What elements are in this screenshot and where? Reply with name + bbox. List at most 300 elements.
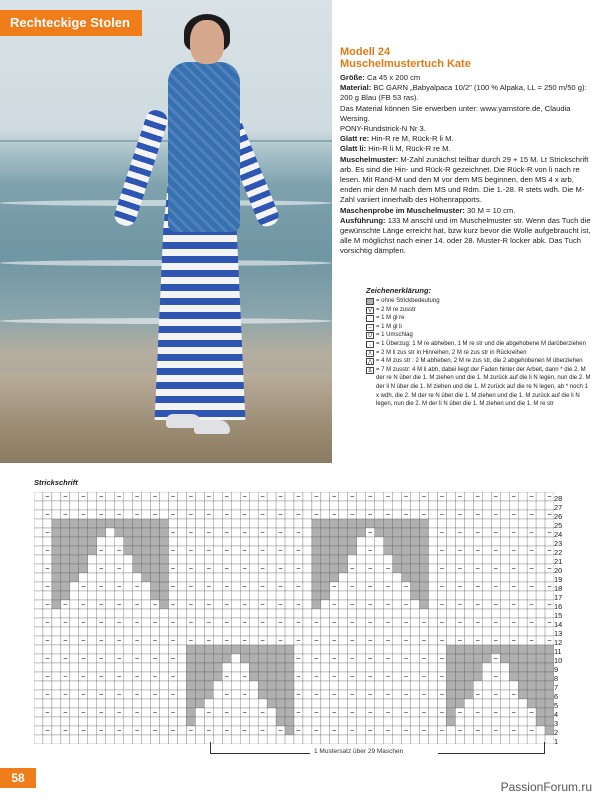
chart-cell bbox=[375, 519, 384, 528]
chart-cell bbox=[177, 546, 186, 555]
chart-cell bbox=[52, 600, 61, 609]
chart-cell bbox=[177, 492, 186, 501]
chart-cell bbox=[195, 672, 204, 681]
chart-cell bbox=[473, 681, 482, 690]
chart-cell bbox=[402, 627, 411, 636]
chart-cell bbox=[34, 555, 43, 564]
chart-cell bbox=[34, 654, 43, 663]
chart-cell bbox=[500, 681, 509, 690]
chart-cell bbox=[186, 609, 195, 618]
chart-cell bbox=[536, 546, 545, 555]
chart-cell bbox=[213, 537, 222, 546]
model-name: Muschelmustertuch Kate bbox=[340, 58, 471, 70]
chart-cell bbox=[106, 528, 115, 537]
chart-cell bbox=[160, 645, 169, 654]
chart-cell bbox=[455, 609, 464, 618]
chart-cell bbox=[375, 528, 384, 537]
row-number: 25 bbox=[554, 521, 563, 530]
chart-cell bbox=[357, 636, 366, 645]
chart-cell bbox=[545, 717, 554, 726]
chart-cell bbox=[151, 501, 160, 510]
chart-cell bbox=[168, 519, 177, 528]
chart-cell bbox=[97, 609, 106, 618]
chart-cell bbox=[106, 636, 115, 645]
legend-item bbox=[366, 331, 592, 340]
chart-cell bbox=[500, 546, 509, 555]
chart-cell bbox=[500, 735, 509, 744]
chart-cell bbox=[446, 546, 455, 555]
chart-cell bbox=[177, 510, 186, 519]
chart-cell bbox=[133, 555, 142, 564]
chart-cell bbox=[240, 519, 249, 528]
chart-cell bbox=[231, 735, 240, 744]
chart-cell bbox=[366, 663, 375, 672]
chart-cell bbox=[545, 573, 554, 582]
section-label: Rechteckige Stolen bbox=[0, 10, 142, 36]
chart-cell bbox=[482, 618, 491, 627]
chart-cell bbox=[339, 510, 348, 519]
chart-cell bbox=[133, 519, 142, 528]
chart-cell bbox=[79, 645, 88, 654]
chart-cell bbox=[177, 537, 186, 546]
chart-cell bbox=[482, 591, 491, 600]
chart-cell bbox=[384, 546, 393, 555]
chart-cell bbox=[267, 735, 276, 744]
chart-cell bbox=[357, 672, 366, 681]
chart-cell bbox=[339, 546, 348, 555]
chart-cell bbox=[267, 645, 276, 654]
chart-cell bbox=[303, 636, 312, 645]
chart-cell bbox=[177, 600, 186, 609]
chart-cell bbox=[124, 501, 133, 510]
needles-line: PONY-Rundstrick-N Nr 3. bbox=[340, 124, 426, 134]
chart-cell bbox=[348, 645, 357, 654]
chart-cell bbox=[357, 681, 366, 690]
chart-cell bbox=[411, 519, 420, 528]
chart-cell bbox=[222, 591, 231, 600]
chart-cell bbox=[97, 735, 106, 744]
chart-cell bbox=[285, 609, 294, 618]
chart-cell bbox=[482, 537, 491, 546]
chart-cell bbox=[177, 582, 186, 591]
chart-cell bbox=[518, 537, 527, 546]
chart-cell bbox=[79, 537, 88, 546]
chart-cell bbox=[43, 663, 52, 672]
chart-cell bbox=[285, 708, 294, 717]
chart-cell bbox=[177, 645, 186, 654]
chart-cell bbox=[240, 591, 249, 600]
chart-cell bbox=[267, 717, 276, 726]
chart-cell bbox=[330, 528, 339, 537]
chart-cell bbox=[411, 690, 420, 699]
chart-cell bbox=[321, 528, 330, 537]
chart-cell bbox=[222, 654, 231, 663]
chart-cell bbox=[70, 546, 79, 555]
chart-cell bbox=[294, 519, 303, 528]
chart-cell bbox=[276, 672, 285, 681]
chart-cell bbox=[464, 735, 473, 744]
chart-cell bbox=[420, 627, 429, 636]
chart-cell bbox=[240, 501, 249, 510]
glatt-re-value: Hin-R re M, Rück-R li M. bbox=[371, 134, 454, 144]
row-number: 5 bbox=[554, 701, 559, 710]
chart-cell bbox=[249, 735, 258, 744]
chart-cell bbox=[411, 600, 420, 609]
chart-cell bbox=[500, 618, 509, 627]
chart-cell bbox=[303, 528, 312, 537]
chart-cell bbox=[168, 609, 177, 618]
chart-cell bbox=[34, 663, 43, 672]
row-number: 22 bbox=[554, 548, 563, 557]
chart-cell bbox=[195, 591, 204, 600]
chart-cell bbox=[446, 573, 455, 582]
chart-cell bbox=[43, 681, 52, 690]
glatt-li-line bbox=[340, 144, 592, 154]
chart-cell bbox=[204, 591, 213, 600]
chart-cell bbox=[231, 636, 240, 645]
chart-cell bbox=[321, 627, 330, 636]
chart-cell bbox=[52, 663, 61, 672]
chart-cell bbox=[186, 555, 195, 564]
chart-cell bbox=[168, 537, 177, 546]
chart-cell bbox=[473, 627, 482, 636]
chart-cell bbox=[285, 591, 294, 600]
chart-cell bbox=[106, 555, 115, 564]
chart-cell bbox=[491, 537, 500, 546]
chart-cell bbox=[240, 573, 249, 582]
chart-cell bbox=[357, 663, 366, 672]
chart-cell bbox=[231, 546, 240, 555]
row-number: 10 bbox=[554, 656, 563, 665]
chart-cell bbox=[79, 681, 88, 690]
chart-cell bbox=[473, 555, 482, 564]
chart-cell bbox=[375, 708, 384, 717]
chart-cell bbox=[168, 699, 177, 708]
chart-cell bbox=[303, 627, 312, 636]
chart-cell bbox=[249, 492, 258, 501]
chart-cell bbox=[428, 708, 437, 717]
chart-cell bbox=[124, 537, 133, 546]
chart-cell bbox=[213, 735, 222, 744]
chart-cell bbox=[70, 492, 79, 501]
chart-cell bbox=[168, 501, 177, 510]
ausf-line bbox=[340, 216, 592, 257]
chart-cell bbox=[204, 519, 213, 528]
chart-cell bbox=[88, 672, 97, 681]
chart-cell bbox=[70, 591, 79, 600]
chart-cell bbox=[88, 681, 97, 690]
chart-cell bbox=[34, 537, 43, 546]
chart-cell bbox=[339, 600, 348, 609]
chart-cell bbox=[258, 735, 267, 744]
chart-cell bbox=[43, 555, 52, 564]
row-number: 16 bbox=[554, 602, 563, 611]
chart-cell bbox=[231, 591, 240, 600]
chart-cell bbox=[61, 582, 70, 591]
chart-cell bbox=[482, 501, 491, 510]
chart-cell bbox=[61, 519, 70, 528]
chart-cell bbox=[70, 501, 79, 510]
chart-cell bbox=[303, 726, 312, 735]
chart-cell bbox=[321, 618, 330, 627]
chart-cell bbox=[339, 708, 348, 717]
chart-cell bbox=[446, 492, 455, 501]
chart-cell bbox=[52, 717, 61, 726]
chart-cell bbox=[70, 573, 79, 582]
chart-cell bbox=[177, 627, 186, 636]
chart-cell bbox=[52, 699, 61, 708]
chart-cell bbox=[186, 591, 195, 600]
chart-cell bbox=[186, 654, 195, 663]
chart-cell bbox=[375, 636, 384, 645]
chart-cell bbox=[518, 627, 527, 636]
chart-cell bbox=[375, 690, 384, 699]
ausf-label: Ausführung: bbox=[340, 215, 386, 225]
chart-cell bbox=[428, 681, 437, 690]
chart-cell bbox=[303, 681, 312, 690]
chart-cell bbox=[446, 708, 455, 717]
chart-cell bbox=[509, 654, 518, 663]
chart-cell bbox=[402, 501, 411, 510]
chart-cell bbox=[366, 735, 375, 744]
chart-cell bbox=[249, 528, 258, 537]
chart-cell bbox=[428, 717, 437, 726]
chart-cell bbox=[509, 627, 518, 636]
chart-cell bbox=[70, 699, 79, 708]
chart-cell bbox=[213, 618, 222, 627]
chart-cell bbox=[61, 609, 70, 618]
chart-cell bbox=[464, 546, 473, 555]
chart-cell bbox=[258, 609, 267, 618]
chart-cell bbox=[213, 717, 222, 726]
chart-cell bbox=[79, 546, 88, 555]
chart-cell bbox=[375, 681, 384, 690]
chart-cell bbox=[106, 582, 115, 591]
chart-cell bbox=[195, 717, 204, 726]
chart-cell bbox=[160, 492, 169, 501]
chart-cell bbox=[446, 627, 455, 636]
chart-cell bbox=[34, 618, 43, 627]
chart-cell bbox=[213, 636, 222, 645]
chart-cell bbox=[195, 573, 204, 582]
chart-cell bbox=[482, 717, 491, 726]
chart-cell bbox=[482, 492, 491, 501]
chart-cell bbox=[115, 699, 124, 708]
chart-cell bbox=[527, 609, 536, 618]
chart-cell bbox=[312, 591, 321, 600]
chart-cell bbox=[303, 492, 312, 501]
shop-line: Das Material können Sie erwerben unter: www.yarnstore.de, Claudia Wersing. bbox=[340, 103, 571, 123]
chart-cell bbox=[482, 510, 491, 519]
chart-cell bbox=[482, 699, 491, 708]
chart-cell bbox=[249, 582, 258, 591]
chart-cell bbox=[160, 699, 169, 708]
chart-cell bbox=[491, 681, 500, 690]
chart-cell bbox=[285, 528, 294, 537]
chart-cell bbox=[186, 663, 195, 672]
chart-cell bbox=[285, 735, 294, 744]
chart-cell bbox=[70, 636, 79, 645]
chart-cell bbox=[285, 699, 294, 708]
chart-cell bbox=[151, 564, 160, 573]
chart-cell bbox=[446, 690, 455, 699]
chart-cell bbox=[348, 663, 357, 672]
chart-cell bbox=[52, 528, 61, 537]
chart-cell bbox=[231, 690, 240, 699]
chart-cell bbox=[186, 537, 195, 546]
chart-cell bbox=[258, 645, 267, 654]
chart-cell bbox=[285, 636, 294, 645]
chart-cell bbox=[536, 582, 545, 591]
chart-cell bbox=[294, 627, 303, 636]
chart-cell bbox=[124, 690, 133, 699]
chart-cell bbox=[294, 537, 303, 546]
chart-cell bbox=[428, 600, 437, 609]
watermark: PassionForum.ru bbox=[500, 780, 592, 794]
chart-cell bbox=[384, 681, 393, 690]
chart-cell bbox=[536, 699, 545, 708]
chart-cell bbox=[303, 564, 312, 573]
chart-cell bbox=[186, 573, 195, 582]
chart-cell bbox=[34, 645, 43, 654]
chart-cell bbox=[330, 555, 339, 564]
chart-cell bbox=[420, 717, 429, 726]
chart-cell bbox=[500, 663, 509, 672]
chart-cell bbox=[106, 627, 115, 636]
chart-cell bbox=[527, 501, 536, 510]
chart-cell bbox=[43, 591, 52, 600]
chart-cell bbox=[195, 699, 204, 708]
chart-cell bbox=[115, 501, 124, 510]
glatt-re-label: Glatt re: bbox=[340, 134, 370, 144]
chart-cell bbox=[195, 609, 204, 618]
chart-cell bbox=[34, 582, 43, 591]
chart-cell bbox=[177, 663, 186, 672]
muschel-value: M-Zahl zunächst teilbar durch 29 + 15 M. Lt Strickschrift arb. Es sind die Hin- und Rück-R gezeichnet. Die Rück-R von li nach re lesen. Mit Rand-M und den M vor dem MS beginnen, den MS 4 x arb, enden mir den M nach dem MS und Rdm. Die 1.-28. R stets wdh. Die M-Zahl variiert innerhalb des Höhenrapports. bbox=[340, 154, 589, 205]
repeat-tick-right bbox=[544, 742, 545, 754]
row-number: 24 bbox=[554, 530, 563, 539]
chart-cell bbox=[348, 537, 357, 546]
chart-cell bbox=[357, 645, 366, 654]
chart-title: Strickschrift bbox=[34, 478, 78, 487]
chart-cell bbox=[411, 609, 420, 618]
chart-cell bbox=[34, 609, 43, 618]
chart-cell bbox=[527, 537, 536, 546]
chart-cell bbox=[177, 672, 186, 681]
chart-cell bbox=[52, 546, 61, 555]
chart-cell bbox=[124, 618, 133, 627]
chart-cell bbox=[491, 735, 500, 744]
chart-cell bbox=[213, 609, 222, 618]
chart-cell bbox=[231, 663, 240, 672]
chart-cell bbox=[177, 717, 186, 726]
chart-cell bbox=[213, 528, 222, 537]
chart-cell bbox=[88, 618, 97, 627]
chart-cell bbox=[357, 528, 366, 537]
chart-cell bbox=[330, 681, 339, 690]
chart-cell bbox=[312, 735, 321, 744]
chart-cell bbox=[357, 717, 366, 726]
chart-cell bbox=[375, 654, 384, 663]
chart-cell bbox=[177, 726, 186, 735]
chart-cell bbox=[70, 627, 79, 636]
chart-cell bbox=[61, 528, 70, 537]
chart-cell bbox=[258, 654, 267, 663]
chart-cell bbox=[34, 510, 43, 519]
chart-cell bbox=[213, 645, 222, 654]
chart-cell bbox=[375, 618, 384, 627]
chart-cell bbox=[420, 555, 429, 564]
chart-cell bbox=[420, 609, 429, 618]
chart-cell bbox=[321, 555, 330, 564]
chart-cell bbox=[518, 618, 527, 627]
chart-cell bbox=[393, 654, 402, 663]
chart-cell bbox=[186, 519, 195, 528]
chart-cell bbox=[500, 726, 509, 735]
chart-cell bbox=[500, 528, 509, 537]
chart-cell bbox=[446, 591, 455, 600]
chart-cell bbox=[375, 537, 384, 546]
chart-cell bbox=[303, 582, 312, 591]
chart-cell bbox=[518, 609, 527, 618]
chart-cell bbox=[545, 609, 554, 618]
chart-cell bbox=[545, 519, 554, 528]
chart-cell bbox=[437, 519, 446, 528]
row-number: 23 bbox=[554, 539, 563, 548]
chart-cell bbox=[249, 510, 258, 519]
chart-cell bbox=[428, 582, 437, 591]
chart-cell bbox=[195, 510, 204, 519]
chart-cell bbox=[249, 546, 258, 555]
chart-cell bbox=[446, 636, 455, 645]
repeat-line-right bbox=[438, 753, 544, 754]
chart-cell bbox=[464, 609, 473, 618]
chart-cell bbox=[249, 636, 258, 645]
model-photo bbox=[0, 0, 332, 463]
symbol-legend bbox=[366, 286, 592, 409]
chart-cell bbox=[285, 627, 294, 636]
legend-item bbox=[366, 340, 592, 349]
chart-cell bbox=[464, 645, 473, 654]
chart-cell bbox=[177, 591, 186, 600]
chart-cell bbox=[536, 672, 545, 681]
chart-cell bbox=[124, 726, 133, 735]
chart-cell bbox=[195, 654, 204, 663]
chart-cell bbox=[249, 564, 258, 573]
row-number: 19 bbox=[554, 575, 563, 584]
chart-cell bbox=[258, 663, 267, 672]
chart-cell bbox=[312, 717, 321, 726]
chart-cell bbox=[312, 681, 321, 690]
chart-cell bbox=[500, 510, 509, 519]
chart-cell bbox=[312, 546, 321, 555]
chart-cell bbox=[294, 681, 303, 690]
chart-cell bbox=[527, 654, 536, 663]
chart-cell bbox=[348, 735, 357, 744]
chart-cell bbox=[52, 654, 61, 663]
chart-cell bbox=[79, 717, 88, 726]
chart-cell bbox=[249, 600, 258, 609]
chart-cell bbox=[509, 645, 518, 654]
chart-cell bbox=[428, 573, 437, 582]
chart-cell bbox=[437, 627, 446, 636]
chart-cell bbox=[357, 735, 366, 744]
chart-cell bbox=[267, 699, 276, 708]
chart-cell bbox=[375, 600, 384, 609]
chart-cell bbox=[428, 627, 437, 636]
chart-cell bbox=[402, 609, 411, 618]
chart-cell bbox=[124, 663, 133, 672]
